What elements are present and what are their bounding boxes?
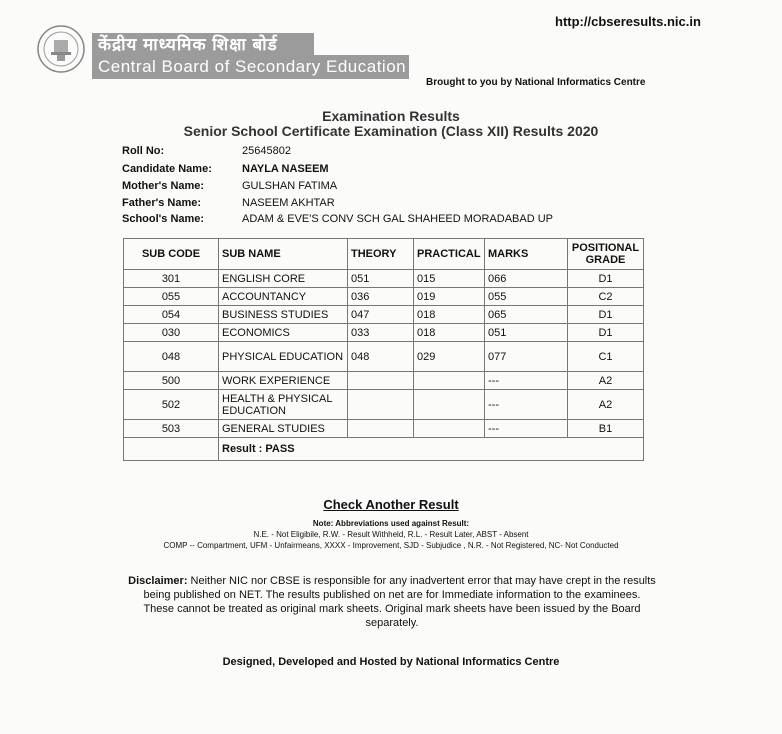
table-row [124, 270, 644, 288]
marks-cell: 066 [485, 270, 568, 288]
table-row [124, 372, 644, 390]
theory-cell: 047 [348, 306, 414, 324]
check-another-result-link[interactable]: Check Another Result [323, 497, 459, 512]
theory-cell [348, 390, 414, 420]
practical-cell [414, 420, 485, 438]
marks-cell: 077 [485, 342, 568, 372]
father-name-label: Father's Name: [122, 197, 202, 209]
cbse-english-banner: Central Board of Secondary Education [92, 55, 409, 79]
grade-cell: C2 [568, 288, 644, 306]
marks-cell: 051 [485, 324, 568, 342]
sub-code-cell: 030 [124, 324, 219, 342]
sub-name-cell: HEALTH & PHYSICAL EDUCATION [219, 390, 348, 420]
roll-value: 25645802 [242, 145, 291, 157]
disclaimer [128, 574, 656, 630]
cbse-hindi-banner: केंद्रीय माध्यमिक शिक्षा बोर्ड [92, 33, 314, 56]
footer-credit: Designed, Developed and Hosted by National Informatics Centre [222, 656, 560, 668]
table-row [124, 390, 644, 420]
sub-code-cell: 500 [124, 372, 219, 390]
table-row [124, 420, 644, 438]
header-sub-code: SUB CODE [124, 239, 219, 270]
marks-table-header [124, 239, 644, 270]
grade-cell: B1 [568, 420, 644, 438]
abbreviations-line-1: N.E. - Not Eligibile, R.W. - Result Withheld, R.L. - Result Later, ABST - Absent [253, 530, 529, 539]
theory-cell: 036 [348, 288, 414, 306]
marks-cell: --- [485, 420, 568, 438]
page-title: Examination Results [322, 108, 460, 124]
grade-cell: A2 [568, 390, 644, 420]
sub-name-cell: BUSINESS STUDIES [219, 306, 348, 324]
header-theory: THEORY [348, 239, 414, 270]
marks-cell: --- [485, 390, 568, 420]
table-row [124, 324, 644, 342]
roll-label: Roll No: [122, 145, 165, 157]
theory-cell [348, 420, 414, 438]
sub-code-cell: 502 [124, 390, 219, 420]
practical-cell: 019 [414, 288, 485, 306]
practical-cell: 029 [414, 342, 485, 372]
sub-name-cell: ACCOUNTANCY [219, 288, 348, 306]
candidate-name-label: Candidate Name: [122, 163, 212, 175]
father-name-value: NASEEM AKHTAR [242, 197, 335, 209]
theory-cell [348, 372, 414, 390]
sub-name-cell: GENERAL STUDIES [219, 420, 348, 438]
result-status: Result : PASS [219, 438, 644, 461]
brought-by-text: Brought to you by National Informatics Centre [426, 77, 646, 88]
cbse-logo-icon [36, 24, 86, 74]
marks-cell: --- [485, 372, 568, 390]
sub-code-cell: 048 [124, 342, 219, 372]
abbreviations-line-2: COMP -- Compartment, UFM - Unfairmeans, XXXX - Improvement, SJD - Subjudice , N.R. - Not Registered, NC- Not Conducted [163, 541, 619, 550]
theory-cell: 033 [348, 324, 414, 342]
school-name-label: School's Name: [122, 213, 205, 225]
sub-code-cell: 301 [124, 270, 219, 288]
table-row [124, 288, 644, 306]
header-positional-grade: POSITIONAL GRADE [568, 239, 644, 270]
table-row [124, 342, 644, 372]
practical-cell: 018 [414, 324, 485, 342]
theory-cell: 048 [348, 342, 414, 372]
sub-code-cell: 054 [124, 306, 219, 324]
header-sub-name: SUB NAME [219, 239, 348, 270]
sub-name-cell: WORK EXPERIENCE [219, 372, 348, 390]
page-subtitle: Senior School Certificate Examination (Class XII) Results 2020 [183, 123, 599, 139]
result-spacer-cell [124, 438, 219, 461]
practical-cell [414, 390, 485, 420]
abbreviations-note-title: Note: Abbreviations used against Result: [312, 519, 470, 528]
sub-name-cell: ENGLISH CORE [219, 270, 348, 288]
marks-table [123, 238, 644, 461]
sub-code-cell: 503 [124, 420, 219, 438]
mother-name-label: Mother's Name: [122, 180, 205, 192]
marks-cell: 065 [485, 306, 568, 324]
candidate-name-value: NAYLA NASEEM [242, 163, 329, 175]
theory-cell: 051 [348, 270, 414, 288]
header-marks: MARKS [485, 239, 568, 270]
practical-cell [414, 372, 485, 390]
site-url: http://cbseresults.nic.in [555, 14, 701, 29]
sub-code-cell: 055 [124, 288, 219, 306]
header-practical: PRACTICAL [414, 239, 485, 270]
disclaimer-text: Neither NIC nor CBSE is responsible for any inadvertent error that may have crept in the results being published on NET. The results published on net are for Immediate information to the examinees. These cannot be treated as original mark sheets. Original mark sheets have been issued by the Board separately. [143, 575, 656, 629]
practical-cell: 015 [414, 270, 485, 288]
disclaimer-label: Disclaimer: [128, 575, 188, 587]
grade-cell: D1 [568, 270, 644, 288]
table-row [124, 306, 644, 324]
result-row [124, 438, 644, 461]
mother-name-value: GULSHAN FATIMA [242, 180, 338, 192]
grade-cell: A2 [568, 372, 644, 390]
practical-cell: 018 [414, 306, 485, 324]
school-name-value: ADAM & EVE'S CONV SCH GAL SHAHEED MORADABAD UP [242, 213, 553, 225]
sub-name-cell: ECONOMICS [219, 324, 348, 342]
grade-cell: C1 [568, 342, 644, 372]
grade-cell: D1 [568, 324, 644, 342]
marks-cell: 055 [485, 288, 568, 306]
sub-name-cell: PHYSICAL EDUCATION [219, 342, 348, 372]
grade-cell: D1 [568, 306, 644, 324]
